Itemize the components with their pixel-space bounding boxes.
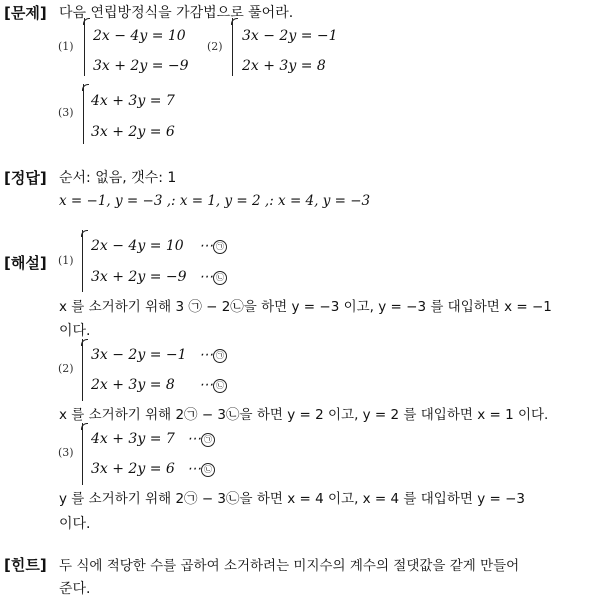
problem-3-eq2: 3x + 2y = 6 [91, 124, 175, 140]
solution-1-mark2: ⋯ ㉡ [199, 269, 227, 285]
problem-2-eq2: 2x + 3y = 8 [242, 58, 326, 74]
solution-3-mark2: ⋯ ㉡ [187, 461, 215, 477]
problem-1-number: (1) [58, 40, 74, 53]
solution-tag: [해설] [4, 254, 47, 272]
problem-1-eq1: 2x − 4y = 10 [93, 28, 186, 44]
hint-text-end: 준다. [59, 581, 91, 597]
solution-1-eq1: 2x − 4y = 10 [91, 238, 184, 254]
hint-tag: [힌트] [4, 556, 47, 574]
problem-1-brace [84, 18, 93, 76]
solution-3-text-end: 이다. [59, 516, 91, 532]
problem-instruction: 다음 연립방정식을 가감법으로 풀어라. [59, 5, 294, 21]
solution-1-text-end: 이다. [59, 323, 91, 339]
problem-2-number: (2) [207, 40, 223, 53]
solution-1-eq2: 3x + 2y = −9 [91, 269, 187, 285]
hint-text: 두 식에 적당한 수를 곱하여 소거하려는 미지수의 계수의 절댓값을 같게 만들어 [59, 558, 520, 574]
solution-3-eq1: 4x + 3y = 7 [91, 431, 175, 447]
solution-3-mark1: ⋯ ㉠ [187, 431, 215, 447]
answer-order-count: 순서: 없음, 갯수: 1 [59, 170, 177, 186]
solution-1-mark1: ⋯ ㉠ [199, 238, 227, 254]
answer-solutions: x = −1, y = −3 ,: x = 1, y = 2 ,: x = 4, y = −3 [59, 193, 371, 209]
solution-1-text: x 를 소거하기 위해 3 ㉠ − 2㉡을 하면 y = −3 이고, y = −3 를 대입하면 x = −1 [59, 299, 552, 315]
answer-tag: [정답] [4, 169, 47, 187]
problem-2-brace [232, 18, 241, 76]
problem-1-eq2: 3x + 2y = −9 [93, 58, 189, 74]
solution-2-mark2: ⋯ ㉡ [199, 377, 227, 393]
solution-2-eq2: 2x + 3y = 8 [91, 377, 175, 393]
solution-3-number: (3) [58, 446, 74, 459]
solution-1-number: (1) [58, 254, 74, 267]
solution-2-eq1: 3x − 2y = −1 [91, 347, 187, 363]
solution-3-brace [82, 423, 91, 485]
solution-2-mark1: ⋯ ㉠ [199, 347, 227, 363]
solution-3-text: y 를 소거하기 위해 2㉠ − 3㉡을 하면 x = 4 이고, x = 4 를 대입하면 y = −3 [59, 491, 525, 507]
problem-2-eq1: 3x − 2y = −1 [242, 28, 338, 44]
problem-tag: [문제] [4, 4, 47, 22]
solution-2-number: (2) [58, 362, 74, 375]
solution-1-brace [82, 230, 91, 292]
problem-3-number: (3) [58, 106, 74, 119]
solution-2-brace [82, 339, 91, 401]
problem-3-eq1: 4x + 3y = 7 [91, 93, 175, 109]
solution-2-text: x 를 소거하기 위해 2㉠ − 3㉡을 하면 y = 2 이고, y = 2 를 대입하면 x = 1 이다. [59, 407, 549, 423]
solution-3-eq2: 3x + 2y = 6 [91, 461, 175, 477]
